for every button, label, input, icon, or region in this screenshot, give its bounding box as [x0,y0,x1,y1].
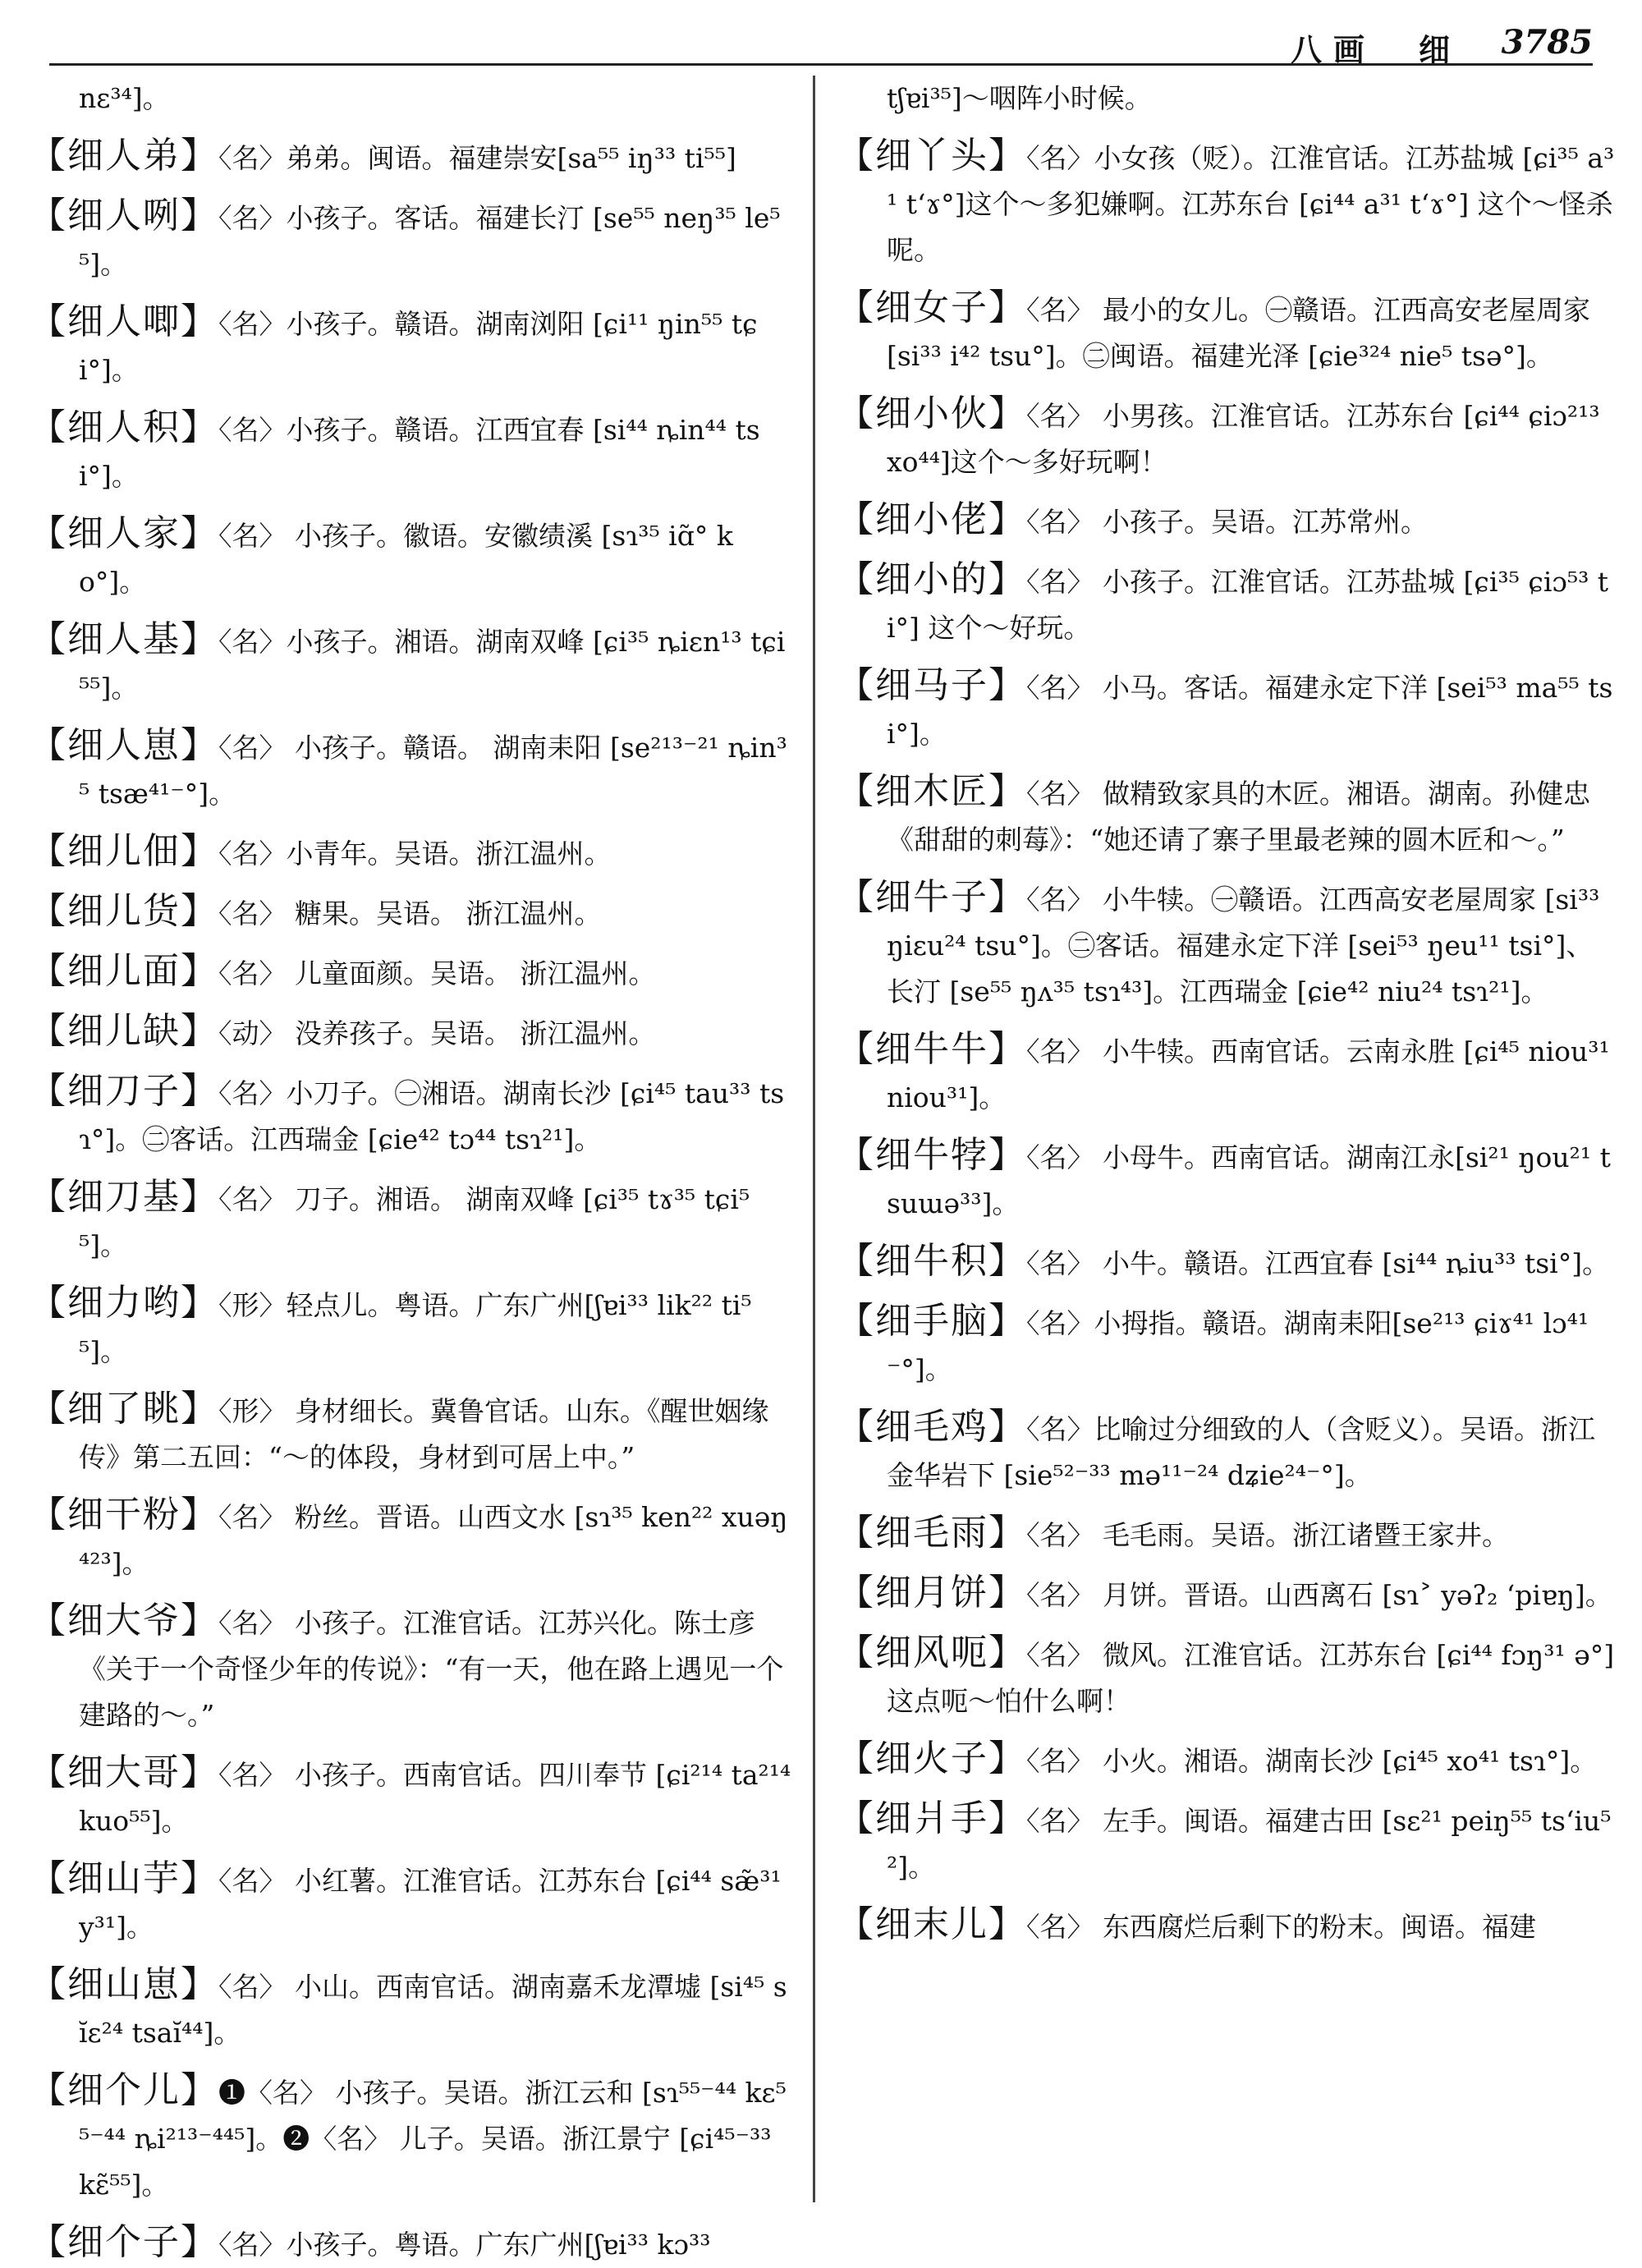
dictionary-entry [30,829,793,877]
entry-definition: 〈名〉 小孩子。江淮官话。江苏兴化。陈士彦《关于一个奇怪少年的传说》：“有一天，他在路上遇见一个建路的～。” [79,1607,784,1731]
entry-definition: 〈名〉 小孩子。赣语。 湖南耒阳 [se²¹³⁻²¹ ȵin³⁵ tsæ⁴¹⁻°]。 [79,732,787,810]
entry-definition: 〈名〉小拇指。赣语。湖南耒阳[se²¹³ ɕiɤ⁴¹ lɔ⁴¹⁻°]。 [887,1307,1589,1385]
entry-definition: 〈名〉 月饼。晋语。山西离石 [sɿ˃ yəʔ₂ ʻpiɐŋ]。 [1026,1579,1612,1611]
dictionary-entry [837,1132,1617,1227]
entry-headword: 【细人咧】 [30,195,218,236]
entry-definition: 〈名〉比喻过分细致的人（含贬义）。吴语。浙江金华岩下 [sie⁵²⁻³³ mə¹¹⁻²⁴ dʑie²⁴⁻°]。 [887,1413,1595,1491]
entry-definition: 〈名〉 左手。闽语。福建古田 [sɛ²¹ peiŋ⁵⁵ tsʻiu⁵²]。 [887,1805,1612,1883]
entry-headword: 【细爿手】 [837,1797,1026,1839]
column-divider [813,76,815,2202]
dictionary-entry [30,1008,793,1057]
dictionary-entry [837,557,1617,651]
entry-headword: 【细儿缺】 [30,1010,218,1052]
entry-headword: 【细毛雨】 [837,1512,1026,1554]
dictionary-entry [837,1026,1617,1121]
dictionary-entry [837,285,1617,379]
entry-headword: 【细个儿】 [30,2069,218,2111]
entry-headword: 【细力哟】 [30,1282,218,1324]
dictionary-entry [30,76,793,122]
dictionary-entry [837,133,1617,273]
entry-definition: 〈名〉小青年。吴语。浙江温州。 [218,838,612,870]
right-column [837,76,1617,2206]
dictionary-entry [837,1404,1617,1499]
dictionary-entry [837,76,1617,122]
entry-headword: 【细人积】 [30,406,218,448]
dictionary-entry [837,1238,1617,1287]
dictionary-entry [837,1796,1617,1890]
entry-headword: 【细刀子】 [30,1070,218,1112]
entry-definition: 〈形〉轻点儿。粤语。广东广州[ʃɐi³³ lik²² ti⁵⁵]。 [79,1289,752,1367]
entry-headword: 【细末儿】 [837,1903,1026,1945]
entry-definition: 〈名〉 儿童面颜。吴语。 浙江温州。 [218,957,656,989]
entry-definition: 〈名〉小孩子。赣语。江西宜春 [si⁴⁴ ȵin⁴⁴ tsi°]。 [79,414,760,492]
entry-headword: 【细人基】 [30,618,218,660]
entry-headword: 【细风呃】 [837,1632,1026,1673]
dictionary-entry [30,193,793,287]
entry-definition: 〈名〉 粉丝。晋语。山西文水 [sɿ³⁵ ken²² xuəŋ⁴²³]。 [79,1501,788,1579]
entry-definition: 〈名〉 小火。湘语。湖南长沙 [ɕi⁴⁵ xo⁴¹ tsɿ°]。 [1026,1745,1598,1777]
entry-headword: 【细小伙】 [837,393,1026,434]
entry-headword: 【细山崽】 [30,1963,218,2005]
dictionary-entry [837,497,1617,545]
entry-headword: 【细女子】 [837,287,1026,328]
entry-headword: 【细大爷】 [30,1600,218,1641]
entry-definition: 〈名〉 小牛犊。西南官话。云南永胜 [ɕi⁴⁵ niou³¹ niou³¹]。 [887,1035,1610,1113]
dictionary-entry [30,1750,793,1844]
entry-headword: 【细人唧】 [30,301,218,342]
entry-headword: 【细马子】 [837,664,1026,706]
dictionary-entry [837,1736,1617,1784]
entry-headword: 【细人家】 [30,512,218,554]
entry-definition: 〈名〉 小孩子。江淮官话。江苏盐城 [ɕi³⁵ ɕiɔ⁵³ ti°] 这个～好玩。 [887,566,1609,644]
entry-definition: 〈名〉 小孩子。徽语。安徽绩溪 [sɿ³⁵ iɑ̃° ko°]。 [79,520,733,598]
dictionary-entry [30,888,793,937]
entry-definition: 〈名〉 东西腐烂后剩下的粉末。闽语。福建 [1026,1911,1536,1943]
running-head: 八画 细 [1290,31,1461,68]
entry-headword: 【细火子】 [837,1738,1026,1779]
entry-headword: 【细山芋】 [30,1857,218,1899]
entry-definition: 〈名〉 小红薯。江淮官话。江苏东台 [ɕi⁴⁴ sæ̃³¹ y³¹]。 [79,1865,782,1943]
dictionary-entry [837,1510,1617,1559]
dictionary-entry [30,1280,793,1375]
entry-headword: 【细牛子】 [837,876,1026,918]
entry-headword: 【细儿面】 [30,950,218,992]
dictionary-entry [837,1570,1617,1618]
entry-definition: ❶〈名〉 小孩子。吴语。浙江云和 [sɿ⁵⁵⁻⁴⁴ kɛ⁵⁵⁻⁴⁴ ȵi²¹³⁻⁴⁴⁵]。❷〈名〉 儿子。吴语。浙江景宁 [ɕi⁴⁵⁻³³ kɛ̃⁵⁵]。 [79,2077,787,2201]
entry-definition: 〈名〉小孩子。赣语。湖南浏阳 [ɕi¹¹ ŋin⁵⁵ tɕi°]。 [79,308,758,386]
left-column [30,76,793,2263]
entry-headword: 【细大哥】 [30,1752,218,1793]
dictionary-entry [837,875,1617,1015]
entry-definition: 〈动〉 没养孩子。吴语。 浙江温州。 [218,1017,656,1049]
entry-definition: 〈名〉小孩子。粤语。广东广州[ʃɐi³³ kɔ³³ [218,2229,711,2261]
entry-headword: 【细牛㹀】 [837,1134,1026,1176]
entry-definition: 〈名〉 小马。客话。福建永定下洋 [sei⁵³ ma⁵⁵ tsi°]。 [887,672,1613,750]
dictionary-entry [30,133,793,181]
dictionary-entry [837,663,1617,757]
dictionary-entry [837,391,1617,485]
entry-headword: 【细个子】 [30,2221,218,2263]
dictionary-entry [837,1902,1617,1950]
entry-headword: 【细了眺】 [30,1388,218,1430]
dictionary-entry [30,2220,793,2268]
entry-definition: 〈名〉 小母牛。西南官话。湖南江永[si²¹ ŋou²¹ tsuɯə³³]。 [887,1141,1611,1219]
entry-headword: 【细牛牛】 [837,1028,1026,1070]
entry-headword: 【细干粉】 [30,1494,218,1536]
entry-definition: 〈名〉 小孩子。西南官话。四川奉节 [ɕi²¹⁴ ta²¹⁴ kuo⁵⁵]。 [79,1759,791,1837]
entry-headword: 【细儿货】 [30,890,218,932]
dictionary-entry [30,1492,793,1586]
entry-definition: 〈名〉 小牛犊。㊀赣语。江西高安老屋周家 [si³³ ŋiɛu²⁴ tsu°]。㊁客话。福建永定下洋 [sei⁵³ ŋeu¹¹ tsi°]、长汀 [se⁵⁵ ŋʌ³⁵ tsɿ⁴³]。江西瑞金 [ɕie⁴² niu²⁴ tsɿ²¹]。 [887,884,1600,1008]
entry-definition: 〈名〉 小牛。赣语。江西宜春 [si⁴⁴ ȵiu³³ tsi°]。 [1026,1247,1610,1279]
entry-definition: 〈形〉 身材细长。冀鲁官话。山东。《醒世姻缘传》第二五回：“～的体段，身材到可居上中。” [79,1395,769,1473]
entry-definition: tʃɐi³⁵]～咽阵小时候。 [887,82,1152,114]
entry-headword: 【细人崽】 [30,724,218,766]
dictionary-entry [30,405,793,499]
entry-definition: 〈名〉 微风。江淮官话。江苏东台 [ɕi⁴⁴ fɔŋ³¹ ə°]这点呃～怕什么啊！ [887,1639,1615,1717]
dictionary-entry [30,299,793,393]
page-header [49,10,1593,66]
entry-definition: 〈名〉 小男孩。江淮官话。江苏东台 [ɕi⁴⁴ ɕiɔ²¹³ xo⁴⁴]这个～多好玩啊！ [887,400,1600,478]
entry-headword: 【细手脑】 [837,1300,1026,1342]
dictionary-entry [30,1386,793,1481]
entry-headword: 【细小佬】 [837,498,1026,540]
entry-headword: 【细木匠】 [837,770,1026,812]
entry-definition: 〈名〉 最小的女儿。㊀赣语。江西高安老屋周家 [si³³ i⁴² tsu°]。㊁闽语。福建光泽 [ɕie³²⁴ nie⁵ tsə°]。 [887,294,1590,372]
entry-definition: 〈名〉 做精致家具的木匠。湘语。湖南。孙健忠《甜甜的刺莓》：“她还请了寨子里最老辣的圆木匠和～。” [887,778,1590,856]
dictionary-entry [30,1598,793,1738]
entry-definition: 〈名〉小刀子。㊀湘语。湖南长沙 [ɕi⁴⁵ tau³³ tsɿ°]。㊁客话。江西瑞金 [ɕie⁴² tɔ⁴⁴ tsɿ²¹]。 [79,1077,785,1155]
dictionary-entry [30,1962,793,2056]
page-number: 3785 [1501,23,1593,62]
dictionary-entry [30,948,793,997]
entry-headword: 【细月饼】 [837,1572,1026,1614]
entry-definition: 〈名〉小孩子。湘语。湖南双峰 [ɕi³⁵ ȵiɛn¹³ tɕi⁵⁵]。 [79,626,786,704]
dictionary-entry [837,1298,1617,1393]
header-rule [49,63,1593,66]
dictionary-entry [30,2068,793,2208]
entry-definition: 〈名〉小孩子。客话。福建长汀 [se⁵⁵ neŋ³⁵ le⁵⁵]。 [79,202,781,280]
dictionary-entry [30,617,793,711]
entry-definition: 〈名〉 小山。西南官话。湖南嘉禾龙潭墟 [si⁴⁵ sĭɛ²⁴ tsaĭ⁴⁴]。 [79,1971,787,2049]
entry-definition: 〈名〉 刀子。湘语。 湖南双峰 [ɕi³⁵ tɤ³⁵ tɕi⁵⁵]。 [79,1183,750,1261]
entry-headword: 【细人弟】 [30,135,218,177]
dictionary-entry [30,1856,793,1950]
dictionary-entry [30,511,793,605]
entry-headword: 【细儿佃】 [30,830,218,872]
entry-headword: 【细牛积】 [837,1240,1026,1282]
entry-definition: 〈名〉 糖果。吴语。 浙江温州。 [218,898,602,930]
entry-headword: 【细毛鸡】 [837,1406,1026,1448]
dictionary-entry [837,769,1617,863]
entry-headword: 【细小的】 [837,558,1026,600]
dictionary-entry [837,1630,1617,1724]
entry-headword: 【细丫头】 [837,135,1026,177]
entry-definition: nɛ³⁴]。 [79,82,170,114]
entry-definition: 〈名〉弟弟。闽语。福建崇安[sa⁵⁵ iŋ³³ ti⁵⁵] [218,142,736,174]
entry-definition: 〈名〉小女孩（贬）。江淮官话。江苏盐城 [ɕi³⁵ a³¹ tʻɤ°]这个～多犯嫌啊。江苏东台 [ɕi⁴⁴ a³¹ tʻɤ°] 这个～怪杀呢。 [887,142,1615,266]
dictionary-entry [30,723,793,817]
entry-definition: 〈名〉 小孩子。吴语。江苏常州。 [1026,506,1428,538]
dictionary-entry [30,1174,793,1269]
entry-headword: 【细刀基】 [30,1176,218,1218]
dictionary-entry [30,1068,793,1163]
entry-definition: 〈名〉 毛毛雨。吴语。浙江诸暨王家井。 [1026,1519,1509,1551]
